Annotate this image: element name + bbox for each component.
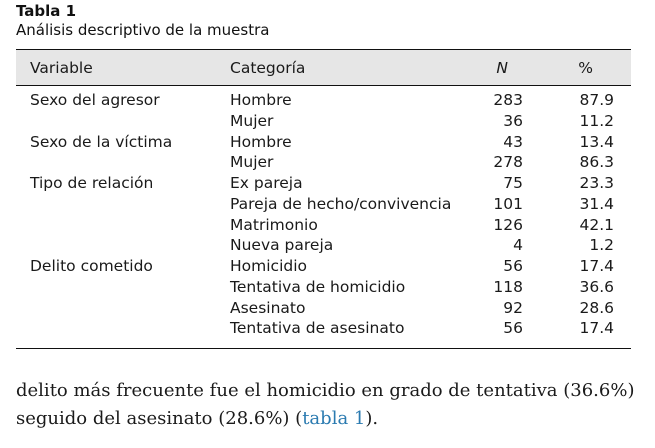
cell-categoria: Hombre — [230, 132, 292, 151]
table-reference-link[interactable]: tabla 1 — [302, 408, 366, 429]
cell-categoria: Ex pareja — [230, 174, 303, 192]
cell-percent: 13.4 — [579, 132, 614, 151]
table-row — [16, 132, 631, 152]
cell-categoria: Asesinato — [230, 298, 306, 317]
table-row — [16, 298, 631, 318]
cell-n: 126 — [493, 215, 523, 234]
cell-categoria: Mujer — [230, 111, 274, 130]
descriptive-table — [16, 49, 631, 349]
cell-n: 56 — [503, 257, 523, 275]
cell-n: 4 — [513, 236, 523, 255]
cell-categoria: Nueva pareja — [230, 236, 334, 255]
cell-percent: 1.2 — [589, 236, 614, 255]
body-paragraph-line-1: delito más frecuente fue el homicidio en grado de tentativa (36.6%) — [16, 380, 635, 401]
body-text-after-link: ). — [365, 408, 379, 429]
cell-n: 56 — [503, 319, 523, 338]
cell-n: 283 — [493, 91, 523, 109]
table-row — [16, 215, 631, 235]
cell-percent: 17.4 — [579, 319, 614, 338]
cell-categoria: Hombre — [230, 91, 292, 109]
cell-categoria: Homicidio — [230, 257, 308, 275]
cell-percent: 31.4 — [579, 194, 614, 213]
cell-n: 92 — [503, 298, 523, 317]
table-row — [16, 111, 631, 131]
cell-percent: 11.2 — [579, 111, 614, 130]
cell-percent: 36.6 — [579, 277, 614, 296]
table-row — [16, 90, 631, 110]
cell-categoria: Matrimonio — [230, 215, 318, 234]
cell-categoria: Pareja de hecho/convivencia — [230, 194, 452, 213]
cell-categoria: Mujer — [230, 153, 274, 172]
cell-variable: Delito cometido — [30, 257, 153, 275]
cell-percent: 23.3 — [579, 174, 614, 192]
table-header-row — [16, 50, 631, 86]
header-categoria: Categoría — [230, 59, 306, 77]
table-caption-title: Tabla 1 — [16, 2, 77, 20]
cell-variable: Tipo de relación — [30, 174, 154, 192]
cell-n: 36 — [503, 111, 523, 130]
cell-n: 101 — [493, 194, 523, 213]
table-row — [16, 194, 631, 214]
cell-categoria: Tentativa de asesinato — [230, 319, 405, 338]
table-row — [16, 152, 631, 172]
header-variable: Variable — [30, 59, 93, 77]
cell-n: 75 — [503, 174, 523, 192]
table-row — [16, 235, 631, 255]
cell-n: 118 — [493, 277, 523, 296]
cell-percent: 42.1 — [579, 215, 614, 234]
cell-categoria: Tentativa de homicidio — [230, 277, 406, 296]
table-caption-subtitle: Análisis descriptivo de la muestra — [16, 21, 270, 39]
header-percent: % — [578, 59, 593, 77]
cell-n: 43 — [503, 132, 523, 151]
table-row — [16, 318, 631, 338]
cell-variable: Sexo del agresor — [30, 91, 160, 109]
body-text-before-link: seguido del asesinato (28.6%) ( — [16, 408, 303, 429]
cell-n: 278 — [493, 153, 523, 172]
cell-percent: 17.4 — [579, 257, 614, 275]
table-row — [16, 173, 631, 193]
cell-variable: Sexo de la víctima — [30, 132, 173, 151]
body-paragraph-line-2 — [16, 408, 378, 429]
table-row — [16, 277, 631, 297]
table-row — [16, 256, 631, 276]
cell-percent: 87.9 — [579, 91, 614, 109]
cell-percent: 86.3 — [579, 153, 614, 172]
cell-percent: 28.6 — [579, 298, 614, 317]
header-n: N — [496, 59, 508, 77]
